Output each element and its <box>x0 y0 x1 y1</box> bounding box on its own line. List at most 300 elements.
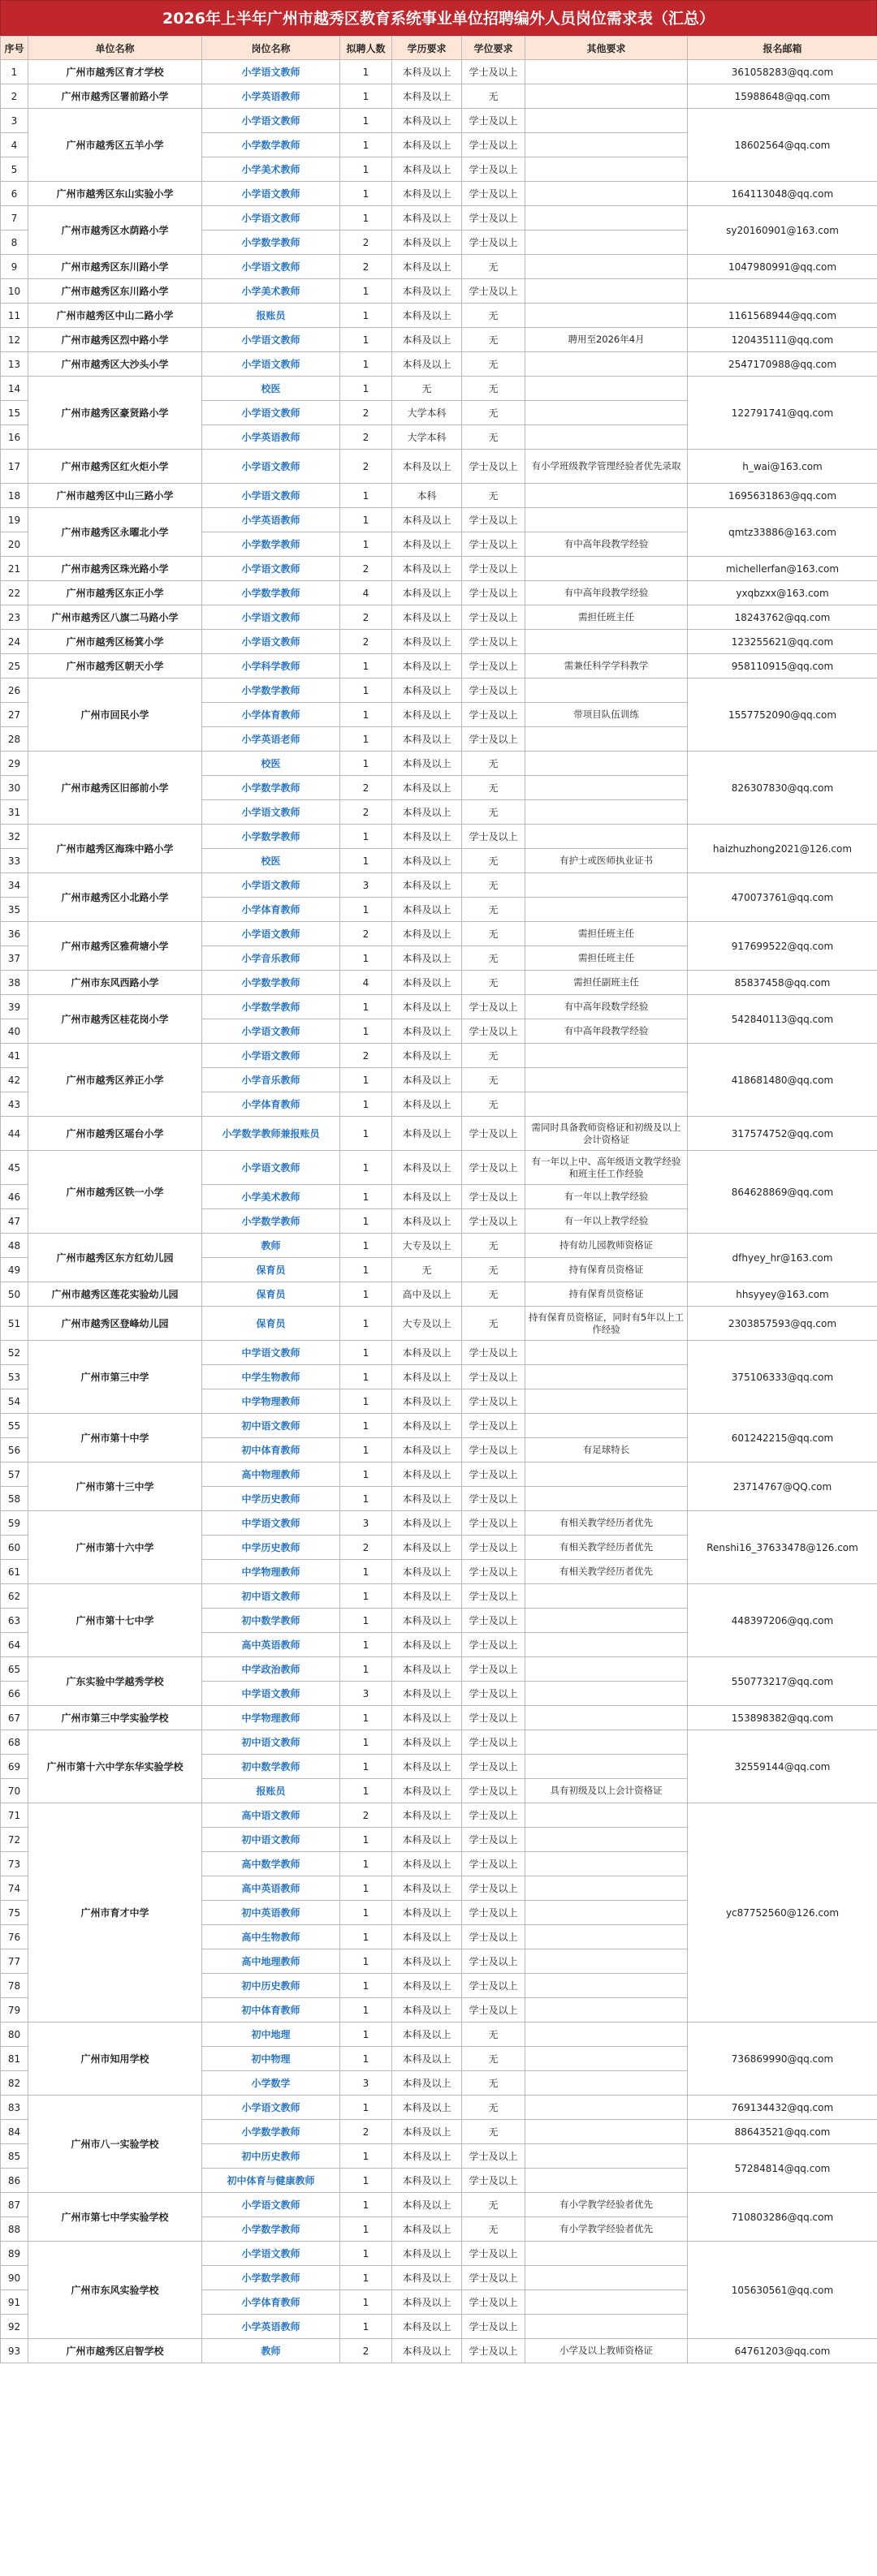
cell-education: 本科及以上 <box>392 557 462 581</box>
cell-count: 1 <box>340 328 392 352</box>
cell-unit: 广州市越秀区豪贤路小学 <box>28 377 202 450</box>
cell-count: 1 <box>340 1209 392 1234</box>
cell-post: 小学语文教师 <box>202 2242 340 2266</box>
cell-count: 1 <box>340 1998 392 2022</box>
cell-email: 164113048@qq.com <box>688 182 877 206</box>
cell-other <box>525 678 688 703</box>
cell-unit: 广州市越秀区海珠中路小学 <box>28 825 202 873</box>
cell-count: 1 <box>340 157 392 182</box>
cell-count: 1 <box>340 2193 392 2217</box>
cell-index: 26 <box>1 678 28 703</box>
cell-count: 1 <box>340 2266 392 2290</box>
cell-education: 本科及以上 <box>392 279 462 304</box>
cell-education: 本科及以上 <box>392 1365 462 1389</box>
cell-index: 42 <box>1 1068 28 1092</box>
cell-unit: 广州市越秀区五羊小学 <box>28 109 202 182</box>
cell-unit: 广州市知用学校 <box>28 2022 202 2096</box>
cell-index: 16 <box>1 425 28 450</box>
cell-education: 高中及以上 <box>392 1282 462 1307</box>
cell-unit: 广东实验中学越秀学校 <box>28 1657 202 1706</box>
table-row <box>1 605 877 630</box>
cell-other: 有小学教学经验者优先 <box>525 2217 688 2242</box>
cell-post: 保育员 <box>202 1307 340 1341</box>
cell-index: 51 <box>1 1307 28 1341</box>
cell-other: 需担任班主任 <box>525 946 688 971</box>
table-row <box>1 2242 877 2266</box>
cell-degree: 学士及以上 <box>462 508 525 532</box>
cell-count: 1 <box>340 1487 392 1511</box>
cell-count: 1 <box>340 2096 392 2120</box>
cell-degree: 无 <box>462 2096 525 2120</box>
cell-education: 本科及以上 <box>392 2022 462 2047</box>
cell-degree: 学士及以上 <box>462 1185 525 1209</box>
cell-count: 1 <box>340 84 392 109</box>
cell-index: 38 <box>1 971 28 995</box>
cell-email: 120435111@qq.com <box>688 328 877 352</box>
cell-email <box>688 279 877 304</box>
cell-degree: 学士及以上 <box>462 1414 525 1438</box>
cell-degree: 学士及以上 <box>462 109 525 133</box>
table-row <box>1 1414 877 1438</box>
cell-post: 报账员 <box>202 1779 340 1803</box>
cell-unit: 广州市越秀区八旗二马路小学 <box>28 605 202 630</box>
table-row <box>1 630 877 654</box>
cell-post: 教师 <box>202 2339 340 2363</box>
cell-post: 小学语文教师 <box>202 401 340 425</box>
cell-education: 本科及以上 <box>392 995 462 1019</box>
cell-count: 1 <box>340 1755 392 1779</box>
cell-education: 本科及以上 <box>392 922 462 946</box>
cell-count: 3 <box>340 1511 392 1536</box>
cell-degree: 无 <box>462 752 525 776</box>
cell-index: 55 <box>1 1414 28 1438</box>
cell-other <box>525 1414 688 1438</box>
cell-email: 361058283@qq.com <box>688 60 877 84</box>
cell-education: 大专及以上 <box>392 1307 462 1341</box>
cell-email: 2303857593@qq.com <box>688 1307 877 1341</box>
cell-index: 54 <box>1 1389 28 1414</box>
table-row <box>1 2193 877 2217</box>
cell-education: 本科及以上 <box>392 230 462 255</box>
cell-education: 本科及以上 <box>392 727 462 752</box>
cell-other: 有一年以上教学经验 <box>525 1209 688 1234</box>
cell-count: 1 <box>340 825 392 849</box>
cell-other <box>525 1068 688 1092</box>
cell-count: 1 <box>340 1365 392 1389</box>
cell-degree: 无 <box>462 425 525 450</box>
cell-education: 大专及以上 <box>392 1234 462 1258</box>
cell-index: 15 <box>1 401 28 425</box>
cell-other <box>525 1974 688 1998</box>
cell-education: 本科及以上 <box>392 1414 462 1438</box>
cell-education: 本科及以上 <box>392 1609 462 1633</box>
cell-post: 初中英语教师 <box>202 1901 340 1925</box>
cell-unit: 广州市第十三中学 <box>28 1462 202 1511</box>
cell-unit: 广州市第十中学 <box>28 1414 202 1462</box>
cell-education: 本科及以上 <box>392 1438 462 1462</box>
job-table <box>0 36 877 2363</box>
cell-degree: 学士及以上 <box>462 60 525 84</box>
cell-unit: 广州市越秀区永曜北小学 <box>28 508 202 557</box>
cell-email: yc87752560@126.com <box>688 1803 877 2022</box>
cell-education: 本科及以上 <box>392 109 462 133</box>
cell-count: 2 <box>340 1803 392 1828</box>
cell-email: hhsyyey@163.com <box>688 1282 877 1307</box>
cell-other <box>525 2096 688 2120</box>
cell-index: 81 <box>1 2047 28 2071</box>
cell-education: 本科及以上 <box>392 898 462 922</box>
cell-post: 小学数学教师 <box>202 678 340 703</box>
cell-other <box>525 2266 688 2290</box>
cell-count: 1 <box>340 1258 392 1282</box>
cell-degree: 学士及以上 <box>462 605 525 630</box>
cell-index: 1 <box>1 60 28 84</box>
cell-index: 10 <box>1 279 28 304</box>
cell-post: 小学体育教师 <box>202 2290 340 2315</box>
cell-education: 本科及以上 <box>392 2217 462 2242</box>
cell-education: 本科及以上 <box>392 1925 462 1949</box>
cell-post: 小学语文教师 <box>202 109 340 133</box>
cell-count: 2 <box>340 630 392 654</box>
cell-degree: 学士及以上 <box>462 1511 525 1536</box>
cell-email: 1161568944@qq.com <box>688 304 877 328</box>
cell-degree: 学士及以上 <box>462 1609 525 1633</box>
cell-education: 本科及以上 <box>392 1657 462 1682</box>
cell-other: 小学及以上教师资格证 <box>525 2339 688 2363</box>
cell-post: 小学体育教师 <box>202 1092 340 1117</box>
cell-other: 有中高年段教学经验 <box>525 1019 688 1044</box>
cell-count: 1 <box>340 109 392 133</box>
cell-count: 2 <box>340 605 392 630</box>
cell-education: 本科及以上 <box>392 2315 462 2339</box>
cell-other <box>525 2047 688 2071</box>
cell-other <box>525 2120 688 2144</box>
cell-count: 1 <box>340 1974 392 1998</box>
header-row <box>1 37 877 60</box>
cell-count: 4 <box>340 971 392 995</box>
cell-index: 64 <box>1 1633 28 1657</box>
cell-other <box>525 1852 688 1876</box>
cell-other <box>525 279 688 304</box>
cell-education: 本科及以上 <box>392 1852 462 1876</box>
cell-post: 小学美术教师 <box>202 157 340 182</box>
cell-degree: 学士及以上 <box>462 1389 525 1414</box>
cell-email: 123255621@qq.com <box>688 630 877 654</box>
cell-education: 本科及以上 <box>392 1185 462 1209</box>
cell-other: 有中高年段数学经验 <box>525 995 688 1019</box>
cell-other <box>525 1876 688 1901</box>
cell-index: 47 <box>1 1209 28 1234</box>
cell-index: 22 <box>1 581 28 605</box>
cell-degree: 学士及以上 <box>462 532 525 557</box>
cell-count: 2 <box>340 255 392 279</box>
cell-count: 1 <box>340 1779 392 1803</box>
cell-email: 317574752@qq.com <box>688 1117 877 1151</box>
cell-post: 初中语文教师 <box>202 1828 340 1852</box>
cell-index: 36 <box>1 922 28 946</box>
cell-other: 需同时具备教师资格证和初级及以上会计资格证 <box>525 1117 688 1151</box>
cell-degree: 学士及以上 <box>462 1755 525 1779</box>
cell-other: 具有初级及以上会计资格证 <box>525 1779 688 1803</box>
cell-education: 本科及以上 <box>392 1462 462 1487</box>
cell-index: 31 <box>1 800 28 825</box>
cell-count: 1 <box>340 2217 392 2242</box>
cell-count: 1 <box>340 1019 392 1044</box>
cell-index: 50 <box>1 1282 28 1307</box>
cell-degree: 学士及以上 <box>462 2339 525 2363</box>
cell-index: 53 <box>1 1365 28 1389</box>
cell-post: 小学语文教师 <box>202 352 340 377</box>
cell-index: 37 <box>1 946 28 971</box>
cell-unit: 广州市越秀区烈中路小学 <box>28 328 202 352</box>
cell-degree: 学士及以上 <box>462 1117 525 1151</box>
cell-index: 86 <box>1 2169 28 2193</box>
cell-count: 2 <box>340 450 392 484</box>
cell-degree: 学士及以上 <box>462 557 525 581</box>
cell-email: 18602564@qq.com <box>688 109 877 182</box>
cell-education: 本科及以上 <box>392 133 462 157</box>
cell-unit: 广州市越秀区育才学校 <box>28 60 202 84</box>
cell-email: 769134432@qq.com <box>688 2096 877 2120</box>
cell-count: 1 <box>340 1633 392 1657</box>
cell-email: 2547170988@qq.com <box>688 352 877 377</box>
cell-degree: 学士及以上 <box>462 1974 525 1998</box>
table-row <box>1 1117 877 1151</box>
cell-education: 本科及以上 <box>392 752 462 776</box>
cell-index: 79 <box>1 1998 28 2022</box>
table-row <box>1 279 877 304</box>
cell-index: 63 <box>1 1609 28 1633</box>
cell-post: 小学语文教师 <box>202 605 340 630</box>
cell-post: 小学语文教师 <box>202 800 340 825</box>
cell-index: 17 <box>1 450 28 484</box>
cell-index: 68 <box>1 1730 28 1755</box>
cell-count: 1 <box>340 1438 392 1462</box>
cell-other <box>525 60 688 84</box>
cell-post: 小学英语教师 <box>202 425 340 450</box>
cell-count: 1 <box>340 2144 392 2169</box>
cell-education: 大学本科 <box>392 401 462 425</box>
table-row <box>1 2022 877 2047</box>
cell-count: 1 <box>340 206 392 230</box>
cell-degree: 无 <box>462 800 525 825</box>
cell-index: 52 <box>1 1341 28 1365</box>
table-row <box>1 678 877 703</box>
cell-post: 初中体育教师 <box>202 1438 340 1462</box>
cell-post: 小学语文教师 <box>202 182 340 206</box>
cell-count: 1 <box>340 2242 392 2266</box>
cell-count: 1 <box>340 304 392 328</box>
cell-email: 15988648@qq.com <box>688 84 877 109</box>
cell-degree: 无 <box>462 971 525 995</box>
cell-degree: 无 <box>462 1092 525 1117</box>
cell-unit: 广州市越秀区瑶台小学 <box>28 1117 202 1151</box>
table-row <box>1 109 877 133</box>
cell-degree: 学士及以上 <box>462 1828 525 1852</box>
cell-count: 2 <box>340 2120 392 2144</box>
cell-count: 1 <box>340 1414 392 1438</box>
cell-other <box>525 1755 688 1779</box>
cell-education: 本科及以上 <box>392 328 462 352</box>
table-row <box>1 1657 877 1682</box>
cell-index: 84 <box>1 2120 28 2144</box>
cell-post: 初中体育教师 <box>202 1998 340 2022</box>
cell-education: 本科及以上 <box>392 1019 462 1044</box>
cell-post: 初中数学教师 <box>202 1609 340 1633</box>
table-row <box>1 2096 877 2120</box>
cell-index: 49 <box>1 1258 28 1282</box>
cell-index: 83 <box>1 2096 28 2120</box>
cell-degree: 无 <box>462 84 525 109</box>
cell-post: 报账员 <box>202 304 340 328</box>
cell-index: 87 <box>1 2193 28 2217</box>
cell-count: 4 <box>340 581 392 605</box>
cell-post: 小学美术教师 <box>202 279 340 304</box>
table-row <box>1 450 877 484</box>
cell-education: 本科及以上 <box>392 2242 462 2266</box>
cell-email: 958110915@qq.com <box>688 654 877 678</box>
cell-education: 本科及以上 <box>392 654 462 678</box>
cell-index: 32 <box>1 825 28 849</box>
cell-education: 本科及以上 <box>392 678 462 703</box>
cell-email: dfhyey_hr@163.com <box>688 1234 877 1282</box>
cell-degree: 无 <box>462 849 525 873</box>
col-header-unit: 单位名称 <box>28 37 202 60</box>
cell-degree: 无 <box>462 898 525 922</box>
cell-unit: 广州市越秀区署前路小学 <box>28 84 202 109</box>
cell-education: 本科及以上 <box>392 776 462 800</box>
cell-email: 375106333@qq.com <box>688 1341 877 1414</box>
cell-index: 24 <box>1 630 28 654</box>
cell-count: 1 <box>340 1307 392 1341</box>
table-row <box>1 1730 877 1755</box>
table-row <box>1 557 877 581</box>
cell-degree: 学士及以上 <box>462 279 525 304</box>
cell-index: 82 <box>1 2071 28 2096</box>
cell-index: 56 <box>1 1438 28 1462</box>
cell-other <box>525 2315 688 2339</box>
cell-education: 本科及以上 <box>392 2169 462 2193</box>
cell-index: 21 <box>1 557 28 581</box>
cell-post: 中学历史教师 <box>202 1487 340 1511</box>
cell-email: haizhuzhong2021@126.com <box>688 825 877 873</box>
cell-email: Renshi16_37633478@126.com <box>688 1511 877 1584</box>
cell-index: 7 <box>1 206 28 230</box>
cell-post: 小学数学教师 <box>202 776 340 800</box>
cell-other <box>525 1609 688 1633</box>
cell-count: 1 <box>340 995 392 1019</box>
table-body <box>1 60 877 2363</box>
cell-other: 带项目队伍训练 <box>525 703 688 727</box>
cell-degree: 无 <box>462 1234 525 1258</box>
cell-education: 本科及以上 <box>392 255 462 279</box>
cell-other <box>525 630 688 654</box>
cell-post: 高中数学教师 <box>202 1852 340 1876</box>
cell-degree: 学士及以上 <box>462 1365 525 1389</box>
cell-index: 27 <box>1 703 28 727</box>
cell-unit: 广州市回民小学 <box>28 678 202 752</box>
cell-count: 2 <box>340 776 392 800</box>
cell-index: 67 <box>1 1706 28 1730</box>
cell-email: 1695631863@qq.com <box>688 484 877 508</box>
cell-count: 1 <box>340 279 392 304</box>
cell-degree: 学士及以上 <box>462 1209 525 1234</box>
cell-degree: 学士及以上 <box>462 2315 525 2339</box>
cell-other <box>525 109 688 133</box>
cell-unit: 广州市第十六中学 <box>28 1511 202 1584</box>
table-row <box>1 1803 877 1828</box>
cell-other <box>525 1092 688 1117</box>
cell-post: 小学英语教师 <box>202 84 340 109</box>
cell-degree: 学士及以上 <box>462 1536 525 1560</box>
cell-other <box>525 508 688 532</box>
cell-education: 本科及以上 <box>392 2071 462 2096</box>
cell-education: 本科 <box>392 484 462 508</box>
cell-email: 122791741@qq.com <box>688 377 877 450</box>
cell-other: 有护士或医师执业证书 <box>525 849 688 873</box>
cell-other: 聘用至2026年4月 <box>525 328 688 352</box>
cell-other <box>525 1657 688 1682</box>
cell-post: 高中物理教师 <box>202 1462 340 1487</box>
cell-unit: 广州市越秀区红火炬小学 <box>28 450 202 484</box>
cell-education: 本科及以上 <box>392 1487 462 1511</box>
table-row <box>1 484 877 508</box>
cell-degree: 学士及以上 <box>462 450 525 484</box>
cell-unit: 广州市越秀区大沙头小学 <box>28 352 202 377</box>
cell-count: 1 <box>340 1234 392 1258</box>
cell-post: 中学物理教师 <box>202 1560 340 1584</box>
cell-email: 826307830@qq.com <box>688 752 877 825</box>
table-row <box>1 995 877 1019</box>
cell-education: 本科及以上 <box>392 1755 462 1779</box>
cell-count: 1 <box>340 1151 392 1185</box>
cell-email: 601242215@qq.com <box>688 1414 877 1462</box>
cell-degree: 学士及以上 <box>462 1779 525 1803</box>
cell-education: 本科及以上 <box>392 450 462 484</box>
cell-education: 本科及以上 <box>392 1389 462 1414</box>
cell-index: 28 <box>1 727 28 752</box>
cell-unit: 广州市越秀区朝天小学 <box>28 654 202 678</box>
cell-count: 1 <box>340 2290 392 2315</box>
cell-index: 13 <box>1 352 28 377</box>
cell-count: 1 <box>340 377 392 401</box>
cell-degree: 学士及以上 <box>462 1803 525 1828</box>
cell-index: 62 <box>1 1584 28 1609</box>
cell-education: 本科及以上 <box>392 1998 462 2022</box>
cell-count: 1 <box>340 484 392 508</box>
cell-index: 92 <box>1 2315 28 2339</box>
cell-count: 1 <box>340 2047 392 2071</box>
cell-post: 初中数学教师 <box>202 1755 340 1779</box>
cell-index: 89 <box>1 2242 28 2266</box>
cell-education: 本科及以上 <box>392 1068 462 1092</box>
cell-unit: 广州市越秀区东方红幼儿园 <box>28 1234 202 1282</box>
cell-other <box>525 401 688 425</box>
cell-post: 小学数学教师 <box>202 825 340 849</box>
cell-degree: 无 <box>462 377 525 401</box>
cell-post: 校医 <box>202 849 340 873</box>
cell-post: 小学数学教师 <box>202 995 340 1019</box>
cell-other <box>525 157 688 182</box>
cell-unit: 广州市八一实验学校 <box>28 2096 202 2193</box>
cell-other: 需担任副班主任 <box>525 971 688 995</box>
cell-unit: 广州市东风西路小学 <box>28 971 202 995</box>
cell-other <box>525 873 688 898</box>
cell-education: 本科及以上 <box>392 971 462 995</box>
cell-education: 本科及以上 <box>392 1151 462 1185</box>
cell-unit: 广州市越秀区东川路小学 <box>28 255 202 279</box>
cell-post: 初中物理 <box>202 2047 340 2071</box>
